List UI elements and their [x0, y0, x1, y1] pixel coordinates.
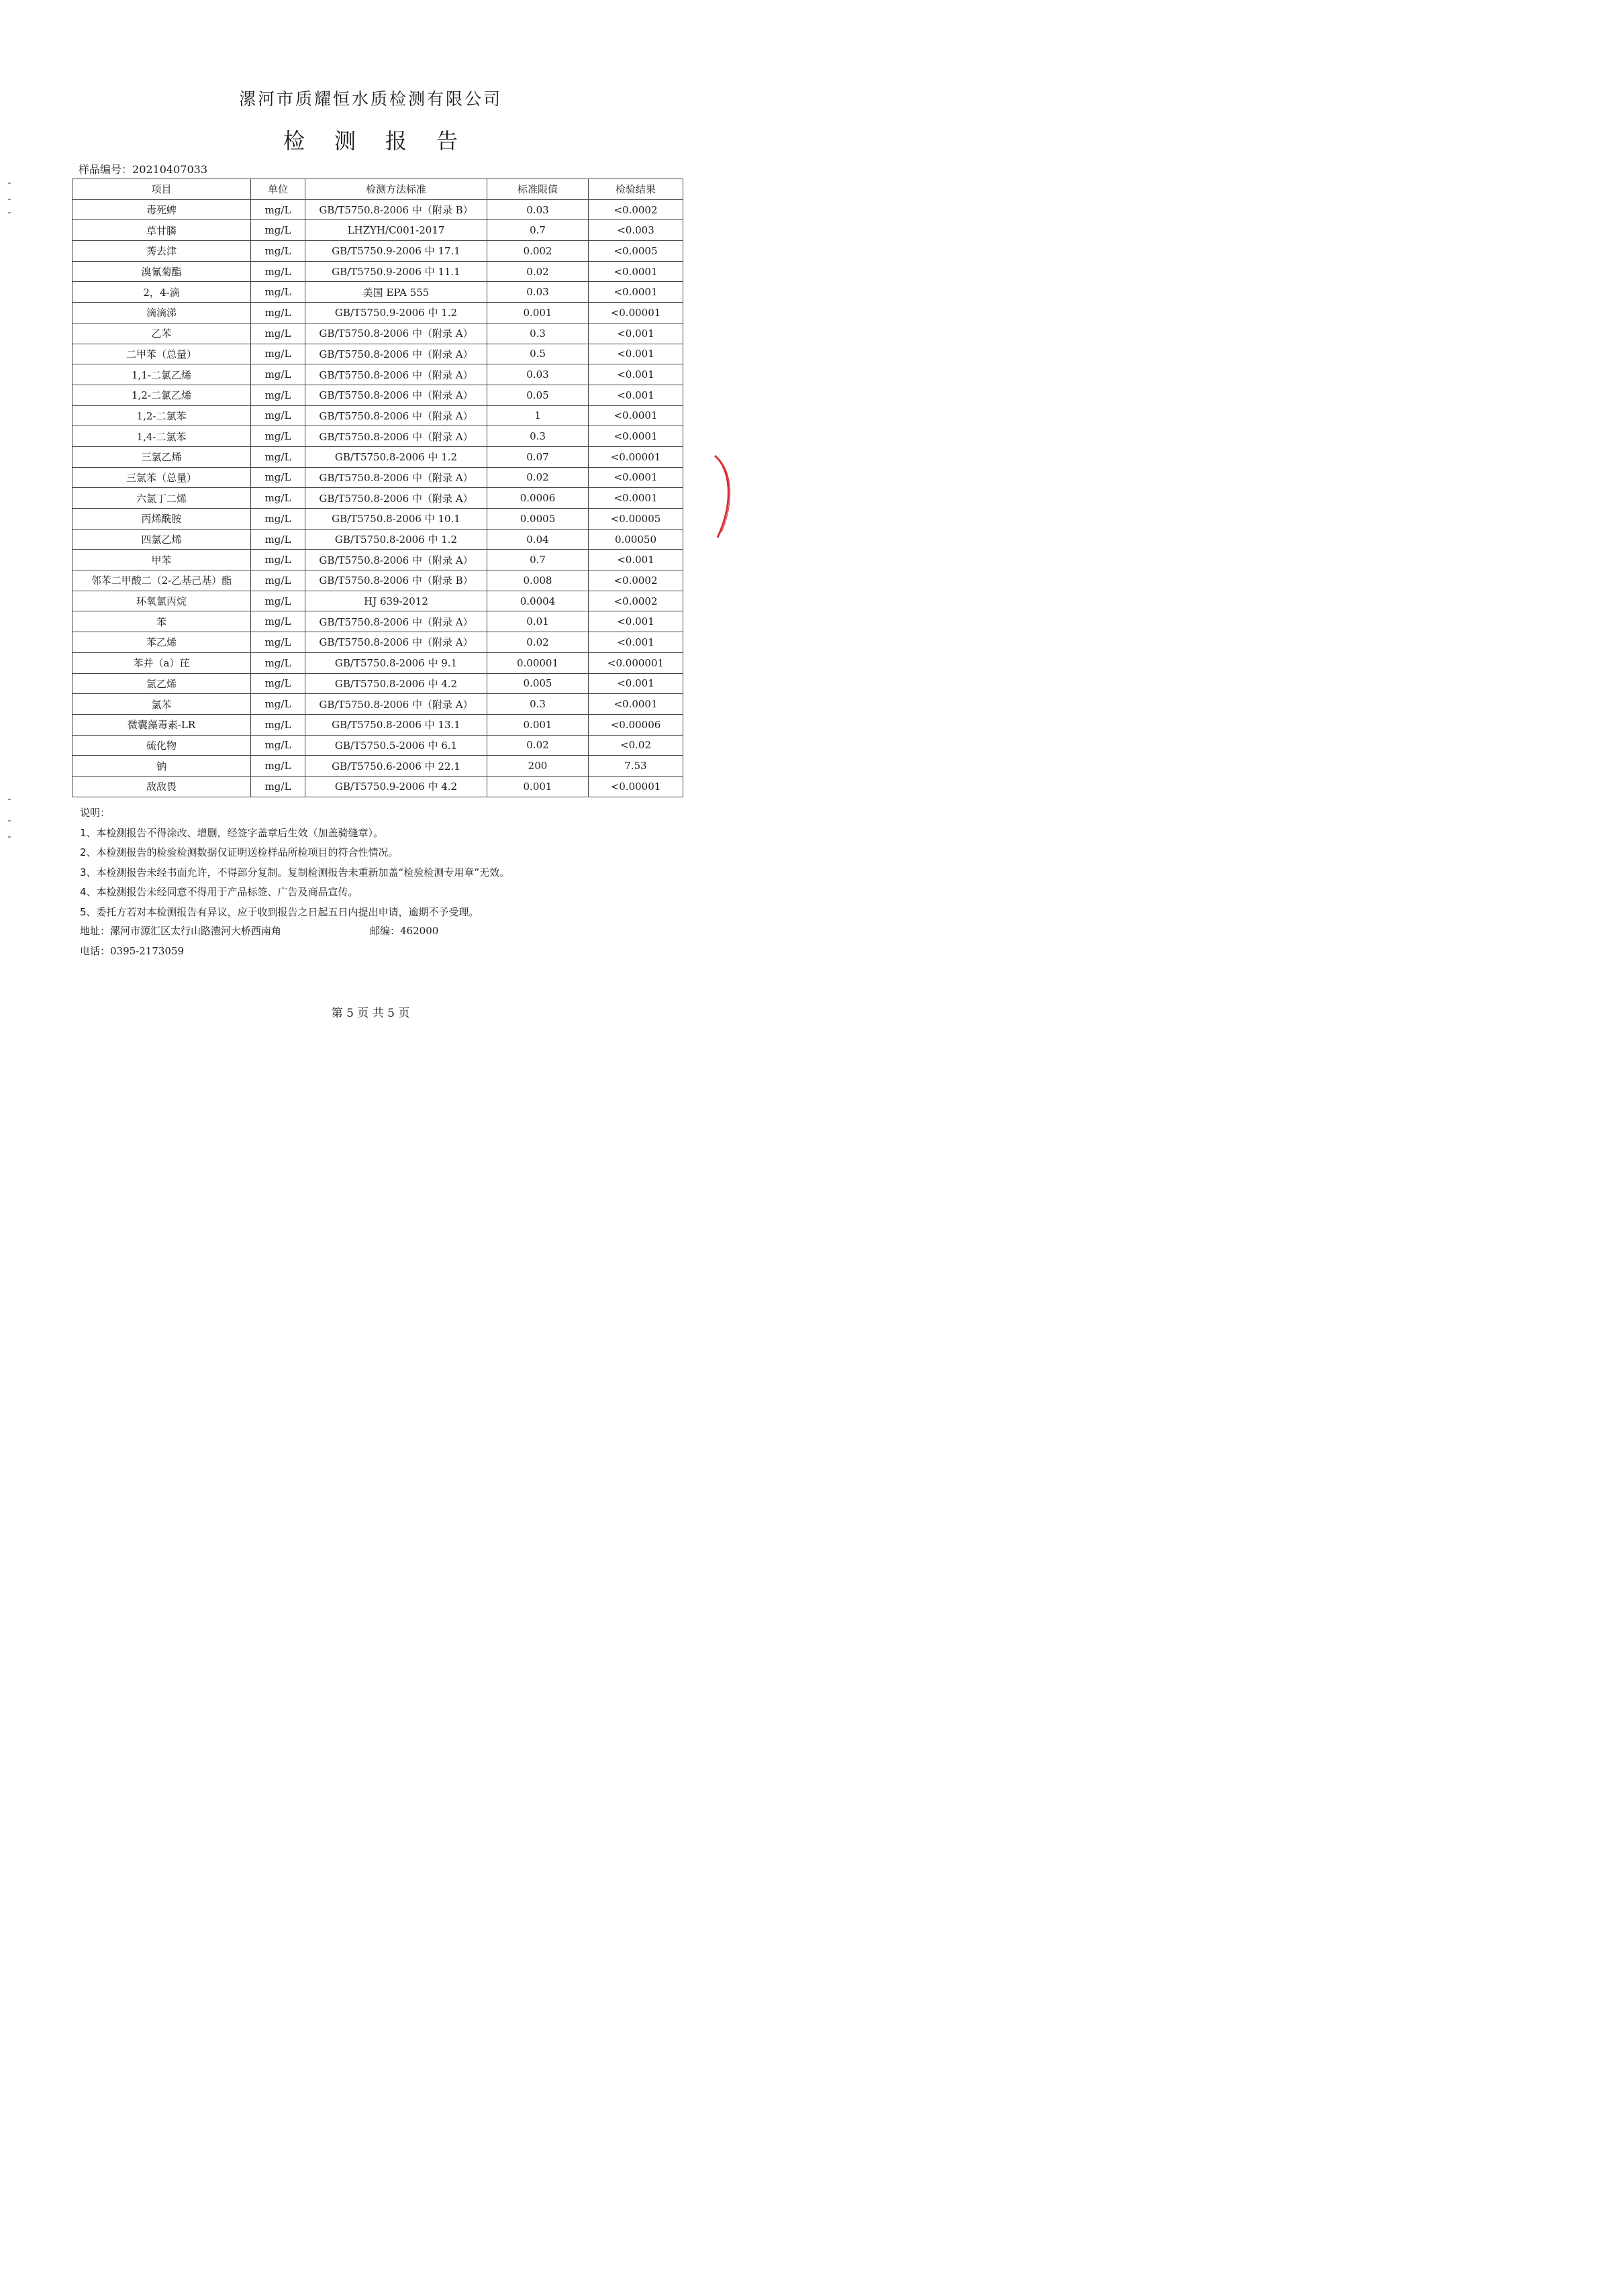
- sample-number-value: 20210407033: [132, 163, 207, 176]
- note-item: 4、本检测报告未经同意不得用于产品标签、广告及商品宣传。: [80, 886, 358, 899]
- sample-number: [79, 161, 207, 177]
- unit-cell: mg/L: [251, 199, 305, 220]
- method-cell: GB/T5750.8-2006 中（附录 A）: [305, 488, 487, 509]
- item-name-cell: 1,4-二氯苯: [72, 426, 251, 447]
- notes-section: [80, 803, 509, 923]
- item-name-cell: 乙苯: [72, 323, 251, 344]
- item-name-cell: 甲苯: [72, 550, 251, 570]
- result-cell: <0.0001: [589, 426, 683, 447]
- unit-cell: mg/L: [251, 652, 305, 673]
- method-cell: GB/T5750.8-2006 中（附录 B）: [305, 570, 487, 591]
- result-cell: <0.0001: [589, 282, 683, 303]
- scan-artifact: [8, 799, 11, 800]
- item-name-cell: 钠: [72, 756, 251, 777]
- method-cell: GB/T5750.8-2006 中（附录 A）: [305, 405, 487, 426]
- note-item: 5、委托方若对本检测报告有异议，应于收到报告之日起五日内提出申请，逾期不予受理。: [80, 905, 479, 918]
- item-name-cell: 敌敌畏: [72, 776, 251, 797]
- method-cell: GB/T5750.8-2006 中（附录 A）: [305, 426, 487, 447]
- method-cell: GB/T5750.8-2006 中（附录 A）: [305, 611, 487, 632]
- table-row: [72, 776, 683, 797]
- limit-cell: 0.7: [487, 550, 589, 570]
- table-row: [72, 199, 683, 220]
- column-header: 项目: [72, 179, 251, 200]
- table-row: [72, 344, 683, 364]
- result-cell: <0.00001: [589, 446, 683, 467]
- unit-cell: mg/L: [251, 385, 305, 405]
- item-name-cell: 邻苯二甲酸二（2-乙基己基）酯: [72, 570, 251, 591]
- table-header-row: [72, 179, 683, 200]
- table-row: [72, 756, 683, 777]
- method-cell: GB/T5750.8-2006 中（附录 A）: [305, 323, 487, 344]
- unit-cell: mg/L: [251, 303, 305, 323]
- result-cell: <0.0001: [589, 261, 683, 282]
- item-name-cell: 滴滴涕: [72, 303, 251, 323]
- limit-cell: 0.3: [487, 323, 589, 344]
- item-name-cell: 苯乙烯: [72, 632, 251, 653]
- limit-cell: 0.001: [487, 776, 589, 797]
- report-title-char: 检: [283, 128, 305, 154]
- table-row: [72, 570, 683, 591]
- table-row: [72, 735, 683, 756]
- unit-cell: mg/L: [251, 509, 305, 530]
- result-cell: <0.00006: [589, 714, 683, 735]
- result-cell: <0.02: [589, 735, 683, 756]
- limit-cell: 200: [487, 756, 589, 777]
- report-title: [0, 124, 741, 155]
- item-name-cell: 环氧氯丙烷: [72, 591, 251, 611]
- result-cell: <0.001: [589, 611, 683, 632]
- table-row: [72, 220, 683, 241]
- limit-cell: 0.0004: [487, 591, 589, 611]
- method-cell: GB/T5750.8-2006 中（附录 A）: [305, 344, 487, 364]
- table-row: [72, 405, 683, 426]
- result-cell: <0.0001: [589, 488, 683, 509]
- results-table-body: [72, 199, 683, 797]
- item-name-cell: 六氯丁二烯: [72, 488, 251, 509]
- table-row: [72, 652, 683, 673]
- stamp-seal-icon: [708, 453, 755, 540]
- note-item: 3、本检测报告未经书面允许，不得部分复制。复制检测报告未重新加盖“检验检测专用章”无效。: [80, 866, 510, 879]
- method-cell: GB/T5750.8-2006 中（附录 A）: [305, 550, 487, 570]
- item-name-cell: 2，4-滴: [72, 282, 251, 303]
- result-cell: <0.000001: [589, 652, 683, 673]
- unit-cell: mg/L: [251, 488, 305, 509]
- report-title-char: 测: [334, 128, 356, 154]
- method-cell: GB/T5750.8-2006 中（附录 A）: [305, 694, 487, 715]
- item-name-cell: 莠去津: [72, 241, 251, 262]
- report-title-char: 告: [436, 128, 458, 154]
- item-name-cell: 三氯乙烯: [72, 446, 251, 467]
- table-row: [72, 591, 683, 611]
- item-name-cell: 氯苯: [72, 694, 251, 715]
- table-row: [72, 303, 683, 323]
- scan-artifact: [8, 199, 11, 200]
- limit-cell: 0.05: [487, 385, 589, 405]
- scan-artifact: [8, 836, 11, 838]
- postcode-line: [370, 924, 438, 938]
- unit-cell: mg/L: [251, 220, 305, 241]
- table-row: [72, 426, 683, 447]
- result-cell: <0.001: [589, 344, 683, 364]
- item-name-cell: 1,2-二氯乙烯: [72, 385, 251, 405]
- table-row: [72, 385, 683, 405]
- limit-cell: 0.0005: [487, 509, 589, 530]
- table-row: [72, 261, 683, 282]
- scan-artifact: [8, 212, 11, 213]
- result-cell: <0.0002: [589, 570, 683, 591]
- column-header: 检测方法标准: [305, 179, 487, 200]
- unit-cell: mg/L: [251, 241, 305, 262]
- limit-cell: 0.5: [487, 344, 589, 364]
- result-cell: <0.003: [589, 220, 683, 241]
- table-row: [72, 529, 683, 550]
- limit-cell: 0.07: [487, 446, 589, 467]
- unit-cell: mg/L: [251, 735, 305, 756]
- table-row: [72, 694, 683, 715]
- result-cell: <0.0002: [589, 591, 683, 611]
- unit-cell: mg/L: [251, 550, 305, 570]
- column-header: 检验结果: [589, 179, 683, 200]
- result-cell: 7.53: [589, 756, 683, 777]
- note-item: 1、本检测报告不得涂改、增删，经签字盖章后生效（加盖骑缝章）。: [80, 826, 384, 839]
- method-cell: 美国 EPA 555: [305, 282, 487, 303]
- postcode-value: 462000: [400, 925, 439, 937]
- table-row: [72, 509, 683, 530]
- company-name: 漯河市质耀恒水质检测有限公司: [238, 89, 502, 109]
- result-cell: <0.001: [589, 673, 683, 694]
- unit-cell: mg/L: [251, 529, 305, 550]
- method-cell: GB/T5750.9-2006 中 1.2: [305, 303, 487, 323]
- method-cell: GB/T5750.9-2006 中 4.2: [305, 776, 487, 797]
- column-header: 单位: [251, 179, 305, 200]
- unit-cell: mg/L: [251, 673, 305, 694]
- item-name-cell: 1,2-二氯苯: [72, 405, 251, 426]
- unit-cell: mg/L: [251, 467, 305, 488]
- address-line: [80, 924, 281, 938]
- item-name-cell: 毒死蜱: [72, 199, 251, 220]
- unit-cell: mg/L: [251, 570, 305, 591]
- results-table: [72, 179, 683, 797]
- unit-cell: mg/L: [251, 591, 305, 611]
- unit-cell: mg/L: [251, 632, 305, 653]
- method-cell: GB/T5750.8-2006 中（附录 A）: [305, 385, 487, 405]
- table-row: [72, 446, 683, 467]
- method-cell: GB/T5750.8-2006 中（附录 A）: [305, 467, 487, 488]
- method-cell: GB/T5750.8-2006 中（附录 A）: [305, 364, 487, 385]
- result-cell: <0.0001: [589, 694, 683, 715]
- table-row: [72, 282, 683, 303]
- result-cell: <0.001: [589, 550, 683, 570]
- phone-line: [80, 944, 184, 958]
- result-cell: <0.001: [589, 385, 683, 405]
- result-cell: <0.001: [589, 323, 683, 344]
- table-row: [72, 241, 683, 262]
- result-cell: <0.0001: [589, 467, 683, 488]
- limit-cell: 1: [487, 405, 589, 426]
- limit-cell: 0.02: [487, 261, 589, 282]
- limit-cell: 0.001: [487, 714, 589, 735]
- address-value: 漯河市源汇区太行山路澧河大桥西南角: [110, 925, 282, 937]
- limit-cell: 0.3: [487, 694, 589, 715]
- method-cell: GB/T5750.8-2006 中 1.2: [305, 446, 487, 467]
- item-name-cell: 丙烯酰胺: [72, 509, 251, 530]
- method-cell: GB/T5750.8-2006 中（附录 B）: [305, 199, 487, 220]
- unit-cell: mg/L: [251, 776, 305, 797]
- item-name-cell: 四氯乙烯: [72, 529, 251, 550]
- item-name-cell: 1,1-二氯乙烯: [72, 364, 251, 385]
- unit-cell: mg/L: [251, 756, 305, 777]
- result-cell: <0.0001: [589, 405, 683, 426]
- limit-cell: 0.3: [487, 426, 589, 447]
- item-name-cell: 三氯苯（总量）: [72, 467, 251, 488]
- method-cell: GB/T5750.9-2006 中 11.1: [305, 261, 487, 282]
- result-cell: <0.00005: [589, 509, 683, 530]
- unit-cell: mg/L: [251, 714, 305, 735]
- sample-number-label: 样品编号：: [79, 163, 133, 176]
- unit-cell: mg/L: [251, 446, 305, 467]
- item-name-cell: 微囊藻毒素-LR: [72, 714, 251, 735]
- limit-cell: 0.0006: [487, 488, 589, 509]
- unit-cell: mg/L: [251, 261, 305, 282]
- method-cell: HJ 639-2012: [305, 591, 487, 611]
- limit-cell: 0.7: [487, 220, 589, 241]
- limit-cell: 0.04: [487, 529, 589, 550]
- method-cell: GB/T5750.8-2006 中（附录 A）: [305, 632, 487, 653]
- limit-cell: 0.001: [487, 303, 589, 323]
- item-name-cell: 二甲苯（总量）: [72, 344, 251, 364]
- limit-cell: 0.002: [487, 241, 589, 262]
- page-number: 第 5 页 共 5 页: [331, 1007, 410, 1020]
- item-name-cell: 氯乙烯: [72, 673, 251, 694]
- limit-cell: 0.02: [487, 467, 589, 488]
- result-cell: <0.00001: [589, 776, 683, 797]
- limit-cell: 0.02: [487, 735, 589, 756]
- result-cell: <0.0005: [589, 241, 683, 262]
- unit-cell: mg/L: [251, 282, 305, 303]
- method-cell: GB/T5750.8-2006 中 10.1: [305, 509, 487, 530]
- unit-cell: mg/L: [251, 405, 305, 426]
- report-title-char: 报: [385, 128, 407, 154]
- item-name-cell: 苯: [72, 611, 251, 632]
- item-name-cell: 草甘膦: [72, 220, 251, 241]
- limit-cell: 0.00001: [487, 652, 589, 673]
- result-cell: <0.001: [589, 364, 683, 385]
- limit-cell: 0.01: [487, 611, 589, 632]
- method-cell: GB/T5750.8-2006 中 9.1: [305, 652, 487, 673]
- table-row: [72, 364, 683, 385]
- address-label: 地址：: [80, 925, 111, 937]
- result-cell: <0.0002: [589, 199, 683, 220]
- result-cell: 0.00050: [589, 529, 683, 550]
- method-cell: GB/T5750.8-2006 中 4.2: [305, 673, 487, 694]
- limit-cell: 0.03: [487, 282, 589, 303]
- unit-cell: mg/L: [251, 364, 305, 385]
- notes-heading: 说明：: [80, 807, 111, 819]
- method-cell: GB/T5750.9-2006 中 17.1: [305, 241, 487, 262]
- note-item: 2、本检测报告的检验检测数据仅证明送检样品所检项目的符合性情况。: [80, 846, 399, 859]
- table-row: [72, 323, 683, 344]
- table-row: [72, 714, 683, 735]
- limit-cell: 0.02: [487, 632, 589, 653]
- method-cell: GB/T5750.8-2006 中 1.2: [305, 529, 487, 550]
- scan-artifact: [8, 820, 11, 821]
- method-cell: GB/T5750.8-2006 中 13.1: [305, 714, 487, 735]
- table-row: [72, 467, 683, 488]
- limit-cell: 0.005: [487, 673, 589, 694]
- phone-label: 电话：: [80, 945, 111, 957]
- limit-cell: 0.03: [487, 199, 589, 220]
- result-cell: <0.001: [589, 632, 683, 653]
- table-row: [72, 611, 683, 632]
- unit-cell: mg/L: [251, 694, 305, 715]
- column-header: 标准限值: [487, 179, 589, 200]
- method-cell: LHZYH/C001-2017: [305, 220, 487, 241]
- unit-cell: mg/L: [251, 323, 305, 344]
- unit-cell: mg/L: [251, 344, 305, 364]
- result-cell: <0.00001: [589, 303, 683, 323]
- method-cell: GB/T5750.6-2006 中 22.1: [305, 756, 487, 777]
- table-row: [72, 673, 683, 694]
- table-row: [72, 550, 683, 570]
- item-name-cell: 溴氰菊酯: [72, 261, 251, 282]
- limit-cell: 0.03: [487, 364, 589, 385]
- postcode-label: 邮编：: [370, 925, 401, 937]
- phone-value: 0395-2173059: [110, 945, 185, 957]
- unit-cell: mg/L: [251, 611, 305, 632]
- item-name-cell: 苯并（a）芘: [72, 652, 251, 673]
- scan-artifact: [8, 183, 11, 184]
- item-name-cell: 硫化物: [72, 735, 251, 756]
- method-cell: GB/T5750.5-2006 中 6.1: [305, 735, 487, 756]
- table-row: [72, 488, 683, 509]
- limit-cell: 0.008: [487, 570, 589, 591]
- unit-cell: mg/L: [251, 426, 305, 447]
- table-row: [72, 632, 683, 653]
